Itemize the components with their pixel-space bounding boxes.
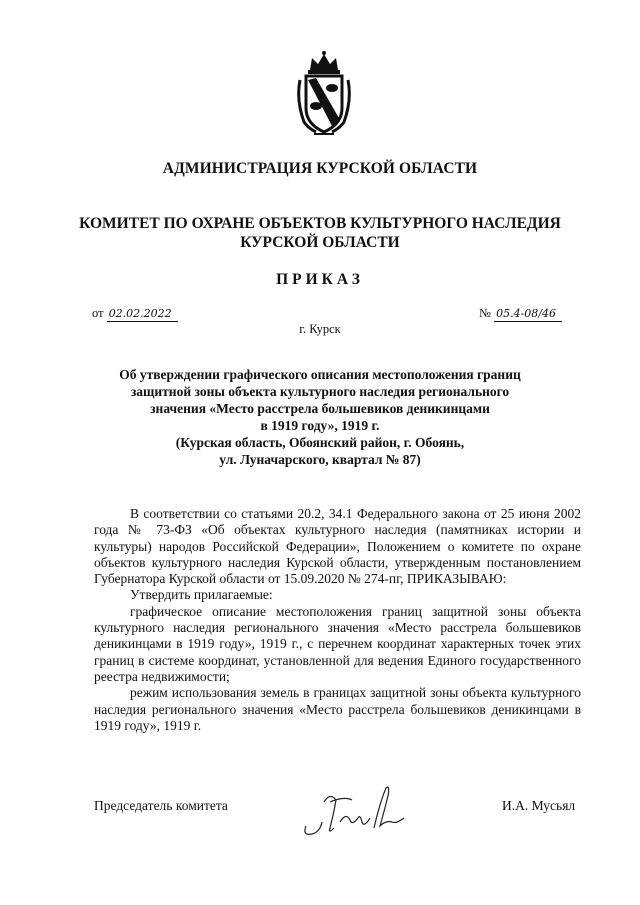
title-line: в 1919 году», 1919 г. xyxy=(260,418,380,433)
signature-icon xyxy=(300,782,410,842)
date-prefix: от xyxy=(92,306,104,320)
body-paragraph: графическое описание местоположения границ защитной зоны объекта культурного наследия регионального значения «Место расстрела большевиков деникинцами в 1919 году», 1919 г., с перечнем координат характерных точек этих границ в системе координат, установленной для ведения Единого государственного реестра недвижимости; xyxy=(94,603,581,684)
order-body xyxy=(94,506,581,734)
order-date xyxy=(92,306,178,322)
body-paragraph: В соответствии со статьями 20.2, 34.1 Федерального закона от 25 июня 2002 года № 73-ФЗ «Об объектах культурного наследия (памятниках истории и культуры) народов Российской Федерации», Положением о комитете по охране объектов культурного наследия Курской области, утвержденным постановлением Губернатора Курской области от 15.09.2020 № 274-пг, ПРИКАЗЫВАЮ: xyxy=(94,506,581,587)
committee-title-line2: КУРСКОЙ ОБЛАСТИ xyxy=(240,234,400,251)
title-line: значения «Место расстрела большевиков деникинцами xyxy=(150,401,490,416)
document-type: ПРИКАЗ xyxy=(276,271,364,288)
title-line: (Курская область, Обоянский район, г. Обоянь, xyxy=(175,435,465,450)
order-title xyxy=(0,366,640,468)
number-prefix: № xyxy=(479,306,491,320)
order-number xyxy=(479,306,562,322)
date-value: 02.02.2022 xyxy=(107,307,178,322)
coat-of-arms-icon xyxy=(296,50,352,136)
signer-name: И.А. Мусьял xyxy=(502,798,576,813)
title-line: защитной зоны объекта культурного наследия регионального xyxy=(130,384,510,399)
body-paragraph: Утвердить прилагаемые: xyxy=(130,587,273,603)
administration-title: АДМИНИСТРАЦИЯ КУРСКОЙ ОБЛАСТИ xyxy=(162,160,478,177)
title-line: ул. Луначарского, квартал № 87) xyxy=(219,452,421,467)
number-value: 05.4-08/46 xyxy=(494,307,562,322)
title-line: Об утверждении графического описания местоположения границ xyxy=(119,367,521,382)
body-paragraph: режим использования земель в границах защитной зоны объекта культурного наследия регионального значения «Место расстрела большевиков деникинцами в 1919 году», 1919 г. xyxy=(94,685,581,733)
committee-title xyxy=(0,214,640,252)
signer-position: Председатель комитета xyxy=(94,798,228,813)
city: г. Курск xyxy=(299,322,341,336)
committee-title-line1: КОМИТЕТ ПО ОХРАНЕ ОБЪЕКТОВ КУЛЬТУРНОГО НАСЛЕДИЯ xyxy=(79,215,561,232)
